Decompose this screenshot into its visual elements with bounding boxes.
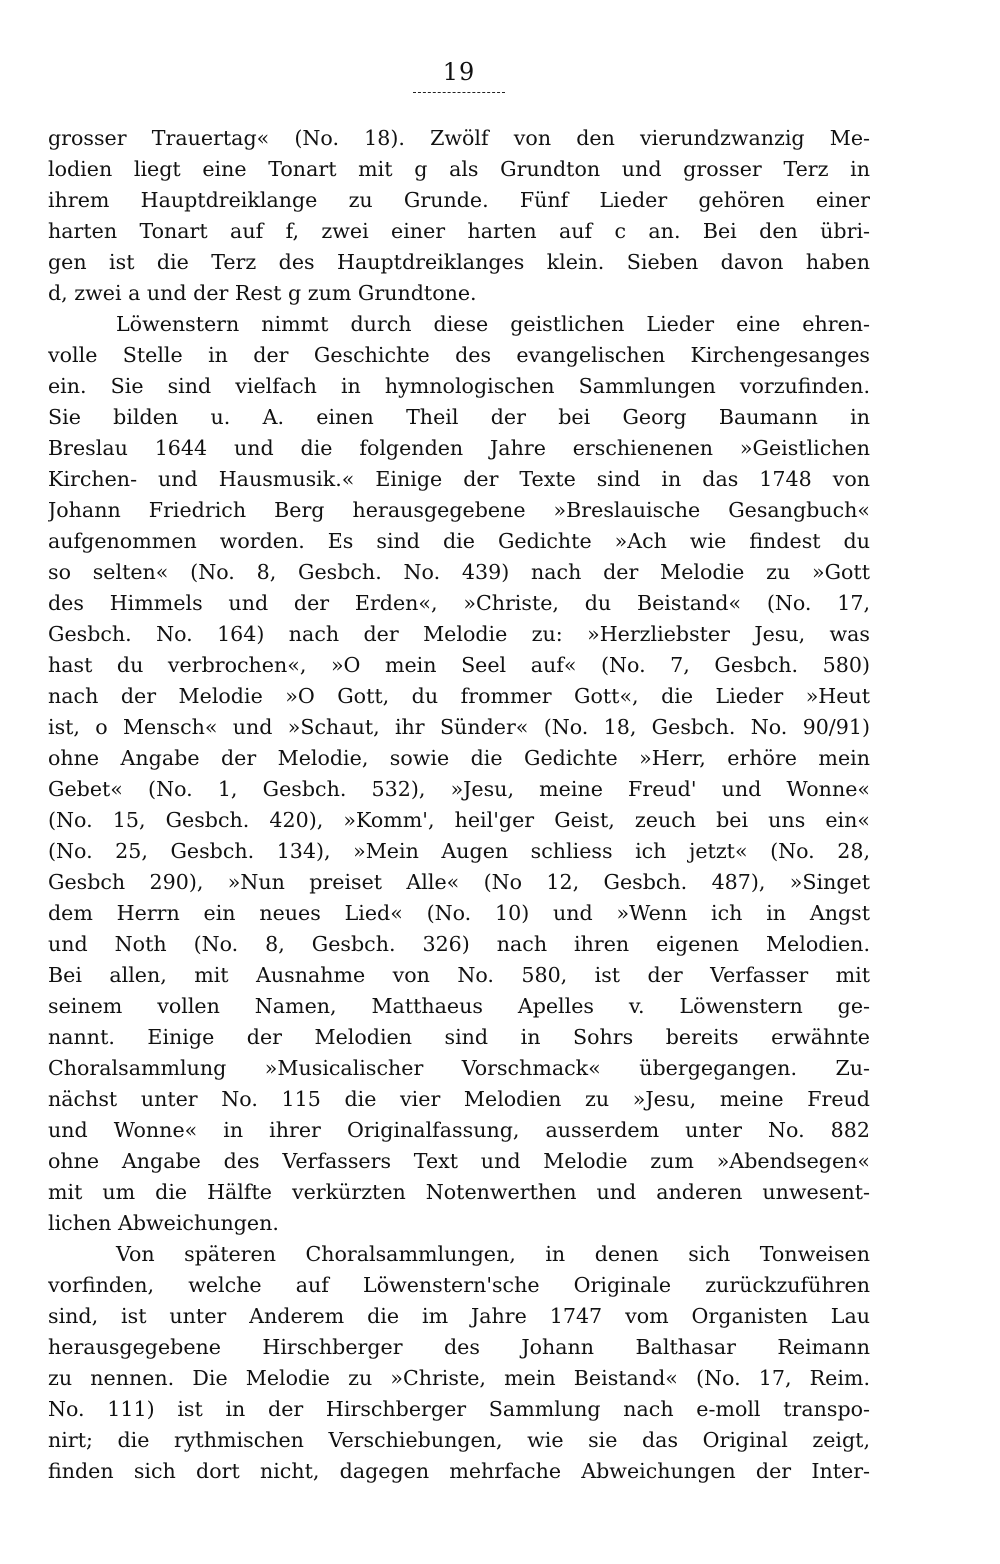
text-line: d, zwei a und der Rest g zum Grundtone. — [48, 281, 477, 305]
text-line: volle Stelle in der Geschichte des evangelischen Kirchengesanges — [48, 343, 870, 367]
text-line: (No. 15, Gesbch. 420), »Komm', heil'ger Geist, zeuch bei uns ein« — [48, 808, 870, 832]
text-line: gen ist die Terz des Hauptdreiklanges klein. Sieben davon haben — [48, 250, 870, 274]
text-line: Choralsammlung »Musicalischer Vorschmack« übergegangen. Zu- — [48, 1056, 870, 1080]
document-page — [48, 58, 870, 1487]
body-text — [48, 123, 870, 1487]
text-line: nirt; die rythmischen Verschiebungen, wie sie das Original zeigt, — [48, 1428, 870, 1452]
text-line: sind, ist unter Anderem die im Jahre 1747 vom Organisten Lau — [48, 1304, 870, 1328]
text-line: nannt. Einige der Melodien sind in Sohrs bereits erwähnte — [48, 1025, 870, 1049]
text-line: so selten« (No. 8, Gesbch. No. 439) nach der Melodie zu »Gott — [48, 560, 870, 584]
text-line: herausgegebene Hirschberger des Johann Balthasar Reimann — [48, 1335, 870, 1359]
text-line: dem Herrn ein neues Lied« (No. 10) und »Wenn ich in Angst — [48, 901, 870, 925]
page-number-rule — [413, 92, 505, 93]
text-line: ihrem Hauptdreiklange zu Grunde. Fünf Lieder gehören einer — [48, 188, 870, 212]
text-line: und Noth (No. 8, Gesbch. 326) nach ihren eigenen Melodien. — [48, 932, 870, 956]
page-number: 19 — [442, 58, 476, 86]
text-line: und Wonne« in ihrer Originalfassung, ausserdem unter No. 882 — [48, 1118, 870, 1142]
text-line: Gebet« (No. 1, Gesbch. 532), »Jesu, meine Freud' und Wonne« — [48, 777, 870, 801]
text-line: Sie bilden u. A. einen Theil der bei Georg Baumann in — [48, 405, 870, 429]
text-line: Gesbch 290), »Nun preiset Alle« (No 12, Gesbch. 487), »Singet — [48, 870, 870, 894]
text-line: nach der Melodie »O Gott, du frommer Gott«, die Lieder »Heut — [48, 684, 870, 708]
text-line: des Himmels und der Erden«, »Christe, du Beistand« (No. 17, — [48, 591, 870, 615]
text-line: zu nennen. Die Melodie zu »Christe, mein Beistand« (No. 17, Reim. — [48, 1366, 870, 1390]
text-line: ohne Angabe des Verfassers Text und Melodie zum »Abendsegen« — [48, 1149, 870, 1173]
text-line: ist, o Mensch« und »Schaut, ihr Sünder« (No. 18, Gesbch. No. 90/91) — [48, 715, 870, 739]
text-line: grosser Trauertag« (No. 18). Zwölf von den vierundzwanzig Me- — [48, 126, 870, 150]
text-line: Kirchen- und Hausmusik.« Einige der Texte sind in das 1748 von — [48, 467, 870, 491]
text-line: seinem vollen Namen, Matthaeus Apelles v. Löwenstern ge- — [48, 994, 870, 1018]
text-line: harten Tonart auf f, zwei einer harten auf c an. Bei den übri- — [48, 219, 870, 243]
text-line: nächst unter No. 115 die vier Melodien zu »Jesu, meine Freud — [48, 1087, 870, 1111]
text-line: finden sich dort nicht, dagegen mehrfache Abweichungen der Inter- — [48, 1459, 870, 1483]
text-line: aufgenommen worden. Es sind die Gedichte »Ach wie findest du — [48, 529, 870, 553]
text-line: (No. 25, Gesbch. 134), »Mein Augen schliess ich jetzt« (No. 28, — [48, 839, 870, 863]
text-line: Johann Friedrich Berg herausgegebene »Breslauische Gesangbuch« — [48, 498, 870, 522]
text-line: Löwenstern nimmt durch diese geistlichen Lieder eine ehren- — [116, 312, 870, 336]
paragraph-2 — [48, 309, 870, 1239]
text-line: Von späteren Choralsammlungen, in denen sich Tonweisen — [116, 1242, 870, 1266]
text-line: ein. Sie sind vielfach in hymnologischen Sammlungen vorzufinden. — [48, 374, 870, 398]
text-line: ohne Angabe der Melodie, sowie die Gedichte »Herr, erhöre mein — [48, 746, 870, 770]
paragraph-3 — [48, 1239, 870, 1487]
text-line: lodien liegt eine Tonart mit g als Grundton und grosser Terz in — [48, 157, 870, 181]
text-line: Bei allen, mit Ausnahme von No. 580, ist der Verfasser mit — [48, 963, 870, 987]
text-line: Breslau 1644 und die folgenden Jahre erschienenen »Geistlichen — [48, 436, 870, 460]
text-line: vorfinden, welche auf Löwenstern'sche Originale zurückzuführen — [48, 1273, 870, 1297]
text-line: Gesbch. No. 164) nach der Melodie zu: »Herzliebster Jesu, was — [48, 622, 870, 646]
text-line: hast du verbrochen«, »O mein Seel auf« (No. 7, Gesbch. 580) — [48, 653, 870, 677]
text-line: mit um die Hälfte verkürzten Notenwerthen und anderen unwesent- — [48, 1180, 870, 1204]
text-line: lichen Abweichungen. — [48, 1211, 279, 1235]
paragraph-1 — [48, 123, 870, 309]
text-line: No. 111) ist in der Hirschberger Sammlung nach e-moll transpo- — [48, 1397, 870, 1421]
